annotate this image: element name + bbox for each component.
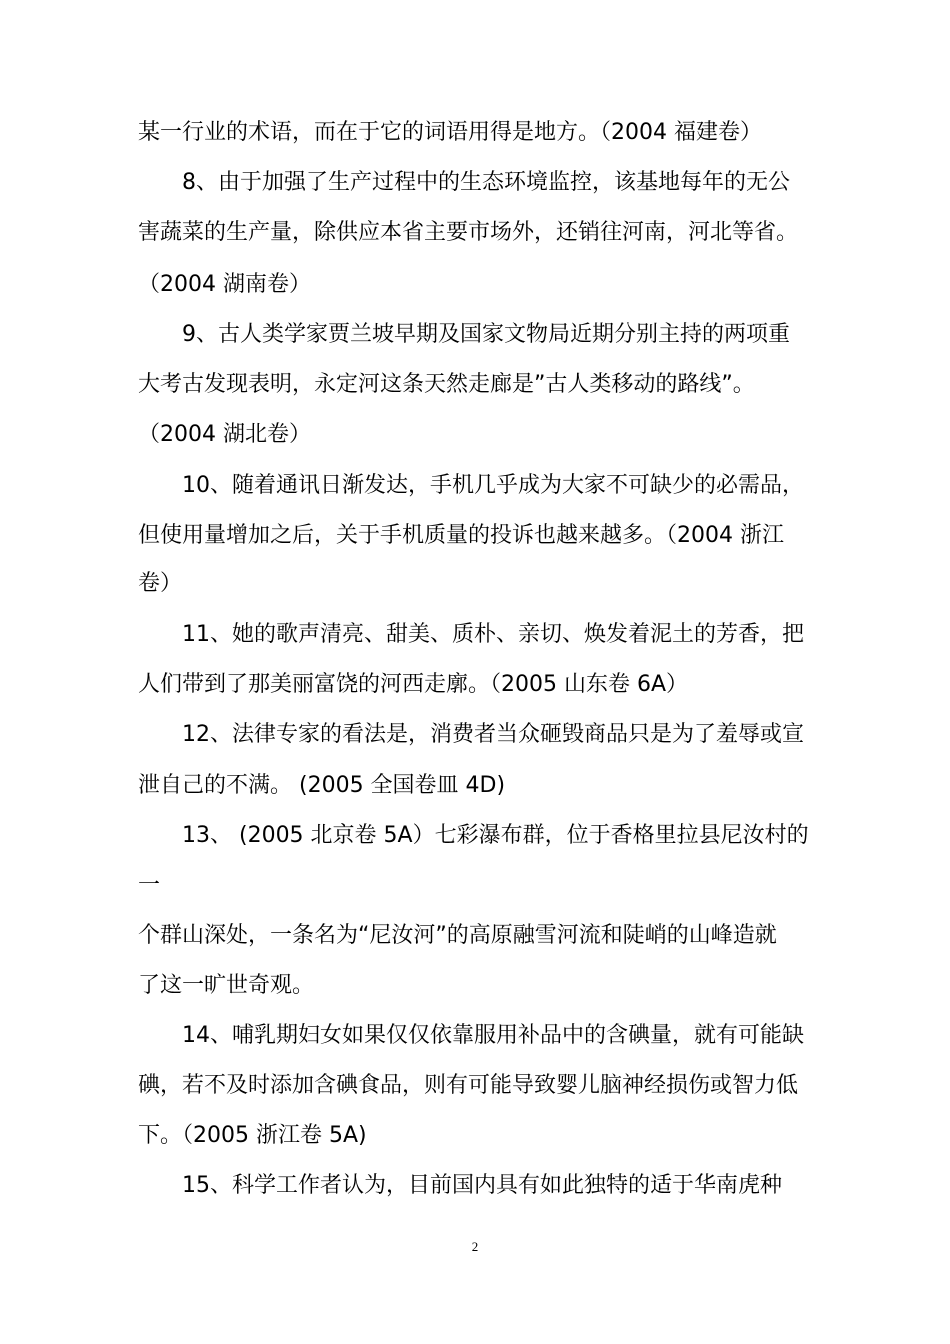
text-line (0, 118, 950, 148)
text-line-content: 一 (138, 873, 161, 898)
text-line (0, 821, 950, 851)
text-line-content: （2004 湖北卷） (138, 422, 311, 447)
text-line-content: （2004 湖南卷） (138, 272, 311, 297)
text-line-content: 10、随着通讯日渐发达，手机几乎成为大家不可缺少的必需品， (182, 473, 804, 498)
text-line-content: 个群山深处，一条名为“尼汝河”的高原融雪河流和陡峭的山峰造就 (138, 923, 777, 948)
text-line-content: 泄自己的不满。 (2005 全国卷皿 4D) (138, 773, 506, 798)
text-line (0, 871, 950, 901)
text-line-content: 8、由于加强了生产过程中的生态环境监控，该基地每年的无公 (182, 170, 790, 195)
text-line (0, 620, 950, 650)
text-line-content: 卷） (138, 571, 183, 596)
text-line (0, 370, 950, 400)
text-line (0, 569, 950, 599)
text-line-content: 但使用量增加之后，关于手机质量的投诉也越来越多。（2004 浙江 (138, 523, 784, 548)
text-line-content: 11、她的歌声清亮、甜美、质朴、亲切、焕发着泥土的芳香，把 (182, 622, 804, 647)
text-line-content: 9、古人类学家贾兰坡早期及国家文物局近期分别主持的两项重 (182, 322, 790, 347)
text-line (0, 320, 950, 350)
text-line (0, 218, 950, 248)
text-line-content: 下。（2005 浙江卷 5A) (138, 1123, 367, 1148)
text-line (0, 1071, 950, 1101)
text-line-content: 了这一旷世奇观。 (138, 973, 315, 998)
text-line (0, 1021, 950, 1051)
text-line (0, 420, 950, 450)
text-line (0, 971, 950, 1001)
text-line-content: 某一行业的术语，而在于它的词语用得是地方。（2004 福建卷） (138, 120, 762, 145)
text-line-content: 人们带到了那美丽富饶的河西走廓。（2005 山东卷 6A） (138, 672, 689, 697)
text-line-content: 碘，若不及时添加含碘食品，则有可能导致婴儿脑神经损伤或智力低 (138, 1073, 799, 1098)
text-line-content: 14、哺乳期妇女如果仅仅依靠服用补品中的含碘量，就有可能缺 (182, 1023, 804, 1048)
text-line (0, 771, 950, 801)
text-line (0, 521, 950, 551)
text-line (0, 1121, 950, 1151)
text-line-content: 12、法律专家的看法是，消费者当众砸毁商品只是为了羞辱或宣 (182, 722, 804, 747)
text-line-content: 15、科学工作者认为，目前国内具有如此独特的适于华南虎种 (182, 1173, 782, 1198)
text-line-content: 害蔬菜的生产量，除供应本省主要市场外，还销往河南，河北等省。 (138, 220, 799, 245)
page-number: 2 (471, 1239, 479, 1254)
text-line (0, 720, 950, 750)
text-line (0, 471, 950, 501)
text-line (0, 270, 950, 300)
text-line (0, 670, 950, 700)
text-line-content: 13、 (2005 北京卷 5A）七彩瀑布群，位于香格里拉县尼汝村的 (182, 823, 809, 848)
text-line (0, 921, 950, 951)
text-line (0, 168, 950, 198)
text-line (0, 1171, 950, 1201)
text-line-content: 大考古发现表明，永定河这条天然走廊是”古人类移动的路线”。 (138, 372, 755, 397)
